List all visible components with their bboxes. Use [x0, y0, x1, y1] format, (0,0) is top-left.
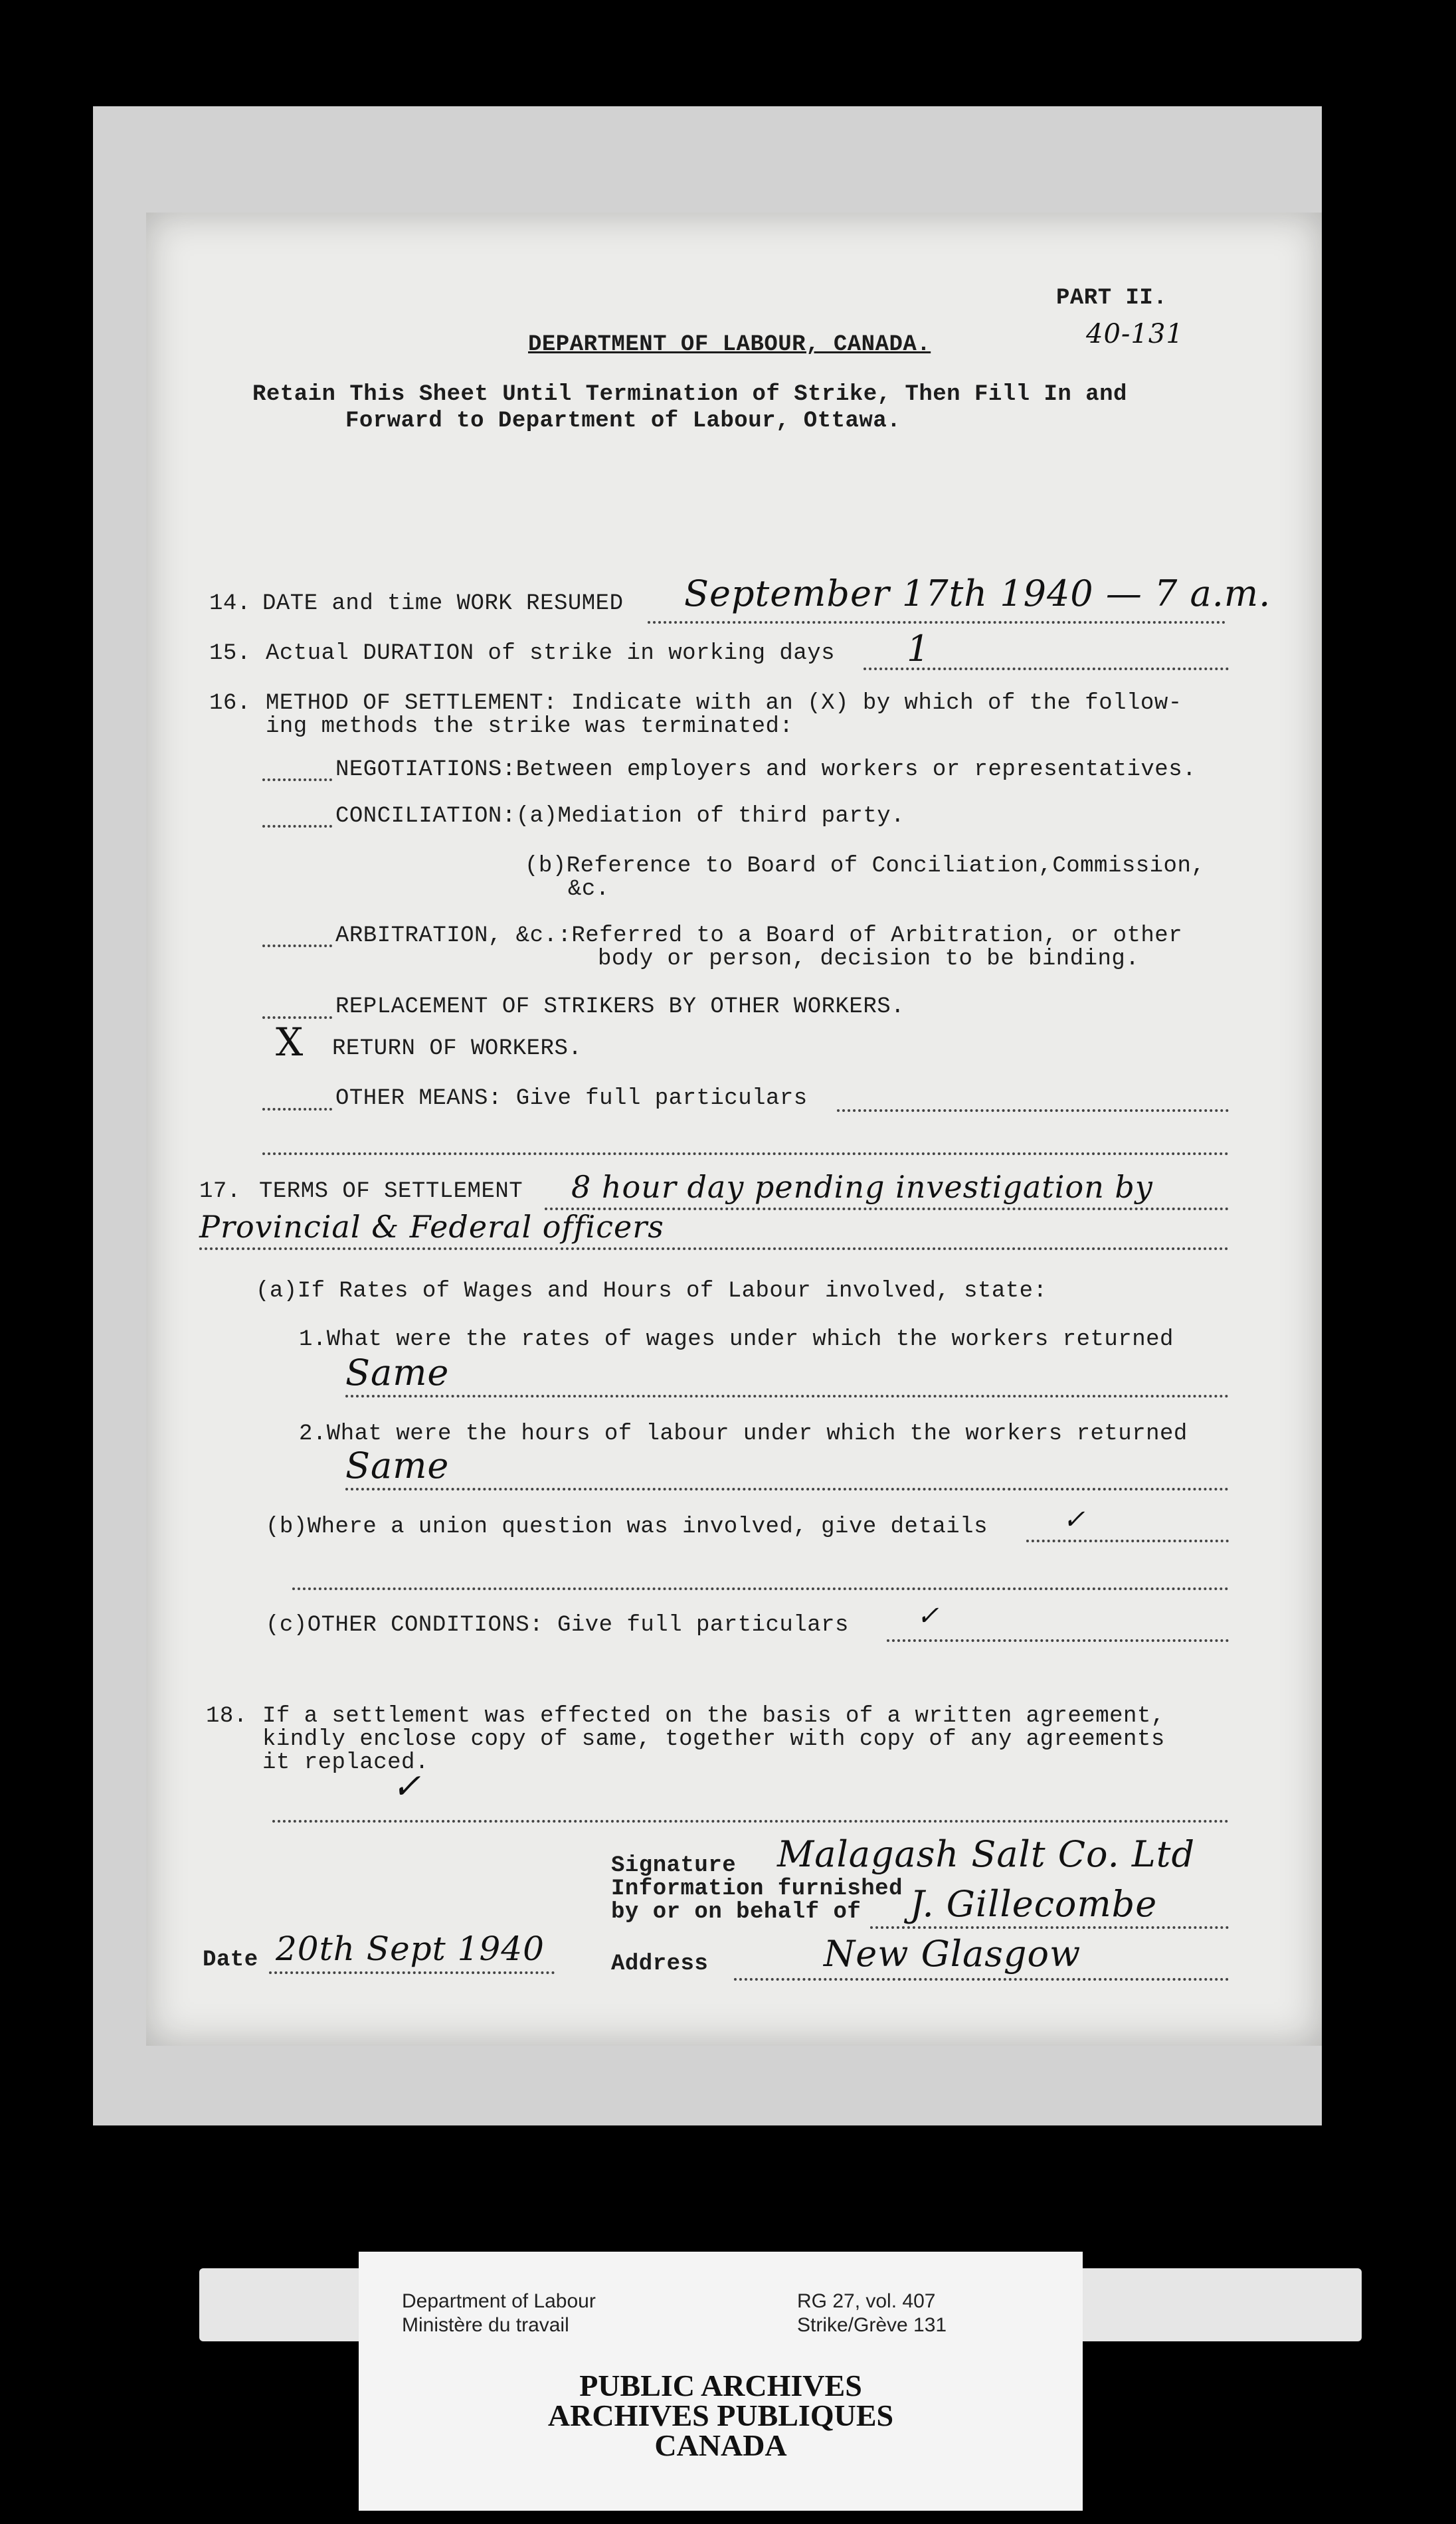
q18-line1: If a settlement was effected on the basis of a written agreement,: [262, 1704, 1165, 1729]
file-ref: 40-131: [1086, 319, 1184, 349]
address-value: New Glasgow: [824, 1933, 1081, 1975]
q15-label: Actual DURATION of strike in working days: [266, 641, 836, 666]
archive-canada: CANADA: [654, 2428, 787, 2462]
q17-answer-line2: Provincial & Federal officers: [199, 1209, 664, 1245]
q17a2-answer: Same: [345, 1445, 450, 1487]
q17b-answer: ✓: [1063, 1504, 1086, 1535]
conciliation-b-cont: &c.: [568, 877, 610, 902]
arbitration-blank: [262, 945, 332, 947]
conciliation-blank: [262, 825, 332, 828]
q17c-answer: ✓: [917, 1601, 940, 1631]
negotiations-option: NEGOTIATIONS:Between employers and workers or representatives.: [335, 757, 1197, 782]
date-line: [269, 1971, 555, 1974]
q17a1-answer: Same: [345, 1352, 450, 1394]
q17a-label: (a)If Rates of Wages and Hours of Labour involved, state:: [256, 1279, 1047, 1304]
arbitration-cont: body or person, decision to be binding.: [598, 946, 1140, 972]
address-label: Address: [611, 1951, 709, 1977]
other-means-blank: [262, 1108, 332, 1111]
conciliation-b-option: (b)Reference to Board of Conciliation,Commission,: [525, 854, 1206, 879]
q14-line: [648, 621, 1226, 624]
info-line: [870, 1926, 1229, 1929]
q18-number: 18.: [206, 1704, 248, 1729]
q14-number: 14.: [209, 591, 251, 616]
conciliation-a-option: CONCILIATION:(a)Mediation of third party.: [335, 804, 905, 829]
q16-label-line2: ing methods the strike was terminated:: [266, 714, 794, 739]
info-label-line1: Information furnished: [611, 1876, 903, 1902]
q17c-label: (c)OTHER CONDITIONS: Give full particulars: [266, 1613, 849, 1638]
signature-value: Malagash Salt Co. Ltd: [777, 1833, 1196, 1875]
date-value: 20th Sept 1940: [276, 1930, 545, 1968]
date-label: Date: [203, 1947, 258, 1973]
archive-ref: RG 27, vol. 407: [797, 2290, 936, 2312]
archive-archives-publiques: ARCHIVES PUBLIQUES: [547, 2398, 894, 2432]
q18-line2: kindly enclose copy of same, together with copy of any agreements: [262, 1727, 1165, 1752]
q18-line: [272, 1820, 1229, 1823]
other-means-option: OTHER MEANS: Give full particulars: [335, 1086, 808, 1111]
q17-line2: [199, 1247, 1229, 1250]
replacement-option: REPLACEMENT OF STRIKERS BY OTHER WORKERS.: [335, 994, 905, 1020]
q17b-label: (b)Where a union question was involved, give details: [266, 1514, 988, 1540]
address-line: [734, 1978, 1229, 1981]
archive-strike: Strike/Grève 131: [797, 2314, 947, 2336]
q17a2-line: [345, 1488, 1229, 1490]
signature-label: Signature: [611, 1853, 737, 1878]
q17b-line2: [292, 1587, 1229, 1590]
archive-dept-en: Department of Labour: [402, 2290, 596, 2312]
q18-line3: it replaced.: [262, 1750, 429, 1775]
part-label: PART II.: [1056, 286, 1168, 311]
q17c-line: [887, 1639, 1229, 1642]
q17-number: 17.: [199, 1179, 241, 1204]
q14-answer: September 17th 1940 — 7 a.m.: [684, 573, 1271, 614]
replacement-blank: [262, 1016, 332, 1019]
q15-number: 15.: [209, 641, 251, 666]
q15-answer: 1: [907, 628, 931, 670]
q17a2-label: 2.What were the hours of labour under which the workers returned: [299, 1421, 1188, 1447]
other-means-line2: [262, 1152, 1229, 1155]
info-value: J. Gillecombe: [910, 1883, 1158, 1925]
q14-label: DATE and time WORK RESUMED: [262, 591, 624, 616]
q18-answer: ✓: [392, 1767, 422, 1807]
negotiations-blank: [262, 778, 332, 781]
q17a1-line: [345, 1395, 1229, 1397]
q16-label-line1: METHOD OF SETTLEMENT: Indicate with an (X) by which of the follow-: [266, 691, 1182, 716]
archive-dept-fr: Ministère du travail: [402, 2314, 569, 2336]
return-option: RETURN OF WORKERS.: [332, 1036, 583, 1061]
instructions-line1: Retain This Sheet Until Termination of Strike, Then Fill In and: [252, 382, 1127, 407]
q17b-line1: [1026, 1540, 1229, 1542]
department-title: DEPARTMENT OF LABOUR, CANADA.: [528, 332, 931, 357]
info-label-line2: by or on behalf of: [611, 1900, 862, 1925]
archive-public-archives: PUBLIC ARCHIVES: [579, 2369, 862, 2402]
q17a1-label: 1.What were the rates of wages under which the workers returned: [299, 1327, 1174, 1352]
arbitration-option: ARBITRATION, &c.:Referred to a Board of Arbitration, or other: [335, 923, 1183, 948]
q17-label: TERMS OF SETTLEMENT: [259, 1179, 523, 1204]
instructions-line2: Forward to Department of Labour, Ottawa.: [345, 408, 901, 434]
return-check-mark: X: [276, 1020, 304, 1065]
q16-number: 16.: [209, 691, 251, 716]
q17-answer-line1: 8 hour day pending investigation by: [571, 1169, 1153, 1205]
other-means-line1: [837, 1109, 1229, 1112]
